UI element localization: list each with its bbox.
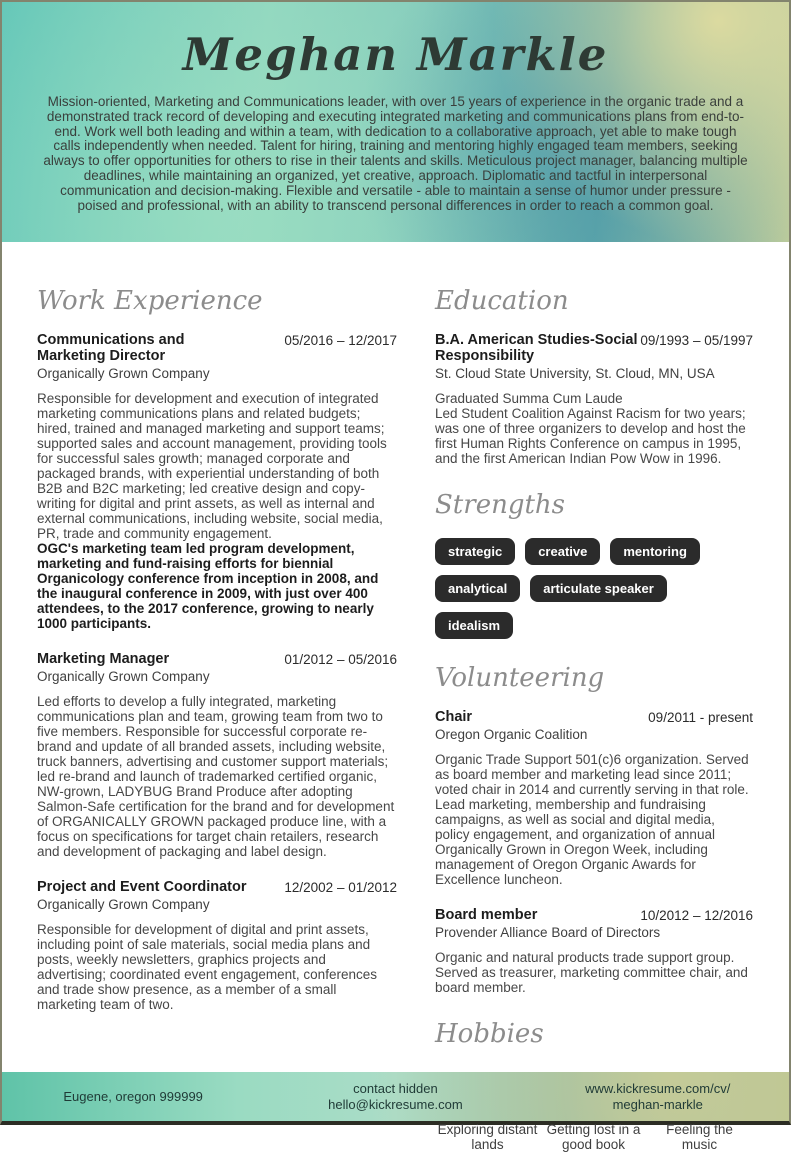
work-entry	[37, 879, 397, 1012]
hobby-label: Feeling the music	[666, 1122, 733, 1152]
left-column	[37, 286, 397, 1176]
education-description-line2: Led Student Coalition Against Racism for two years; was one of three organizers to develop and host the first Human Rights Conference on campus in 1995, and the first American Indian Pow Wow in 1996.	[435, 406, 746, 466]
person-name: Meghan Markle	[182, 28, 609, 81]
education-heading: Education	[435, 286, 569, 316]
volunteering-entry	[435, 907, 753, 995]
section-strengths	[435, 490, 753, 639]
hobby-label: Getting lost in a good book	[546, 1122, 641, 1152]
job-company: Organically Grown Company	[37, 897, 210, 912]
job-company: Organically Grown Company	[37, 366, 210, 381]
strengths-heading: Strengths	[435, 490, 565, 520]
job-description: Responsible for development and execution of integrated marketing communications plans and related budgets; hired, trained and managed marketing and support teams; supported sales and account management, providing tools for successful sales growth; managed corporate and packaged brands, with experiential understanding of both B2B and B2C marketing; led creative design and copy-writing for digital and print assets, as well as internal and external communications, including website, social media, PR, trade and community engagement.	[37, 391, 387, 541]
role-description: Organic Trade Support 501(c)6 organization. Served as board member and marketing lead since 2011; voted chair in 2014 and currently serving in that role. Lead marketing, membership and fundraising campaigns, as well as social and digital media, policy engagement, and organization of annual Organically Grown in Oregon Week, including management of Oregon Organic Awards for Excellence luncheon.	[435, 752, 749, 887]
strength-badge: mentoring	[610, 538, 700, 565]
job-title: Communications and Marketing Director	[37, 332, 185, 364]
volunteering-entry	[435, 709, 753, 887]
job-description: Responsible for development of digital and print assets, including point of sale materials, social media plans and posts, weekly newsletters, graphics projects and advertising; coordinated event engagement, conferences and trade show presence, as a member of a small marketing team of two.	[37, 922, 377, 1012]
entry-head	[435, 709, 753, 725]
footer-contact	[264, 1081, 526, 1113]
strength-badge: creative	[525, 538, 600, 565]
education-date: 09/1993 – 05/1997	[640, 333, 753, 348]
education-entry	[435, 332, 753, 466]
strength-badge: analytical	[435, 575, 520, 602]
job-company: Organically Grown Company	[37, 669, 210, 684]
school-name: St. Cloud State University, St. Cloud, MN, USA	[435, 366, 715, 381]
footer-location: Eugene, oregon 999999	[63, 1088, 203, 1104]
hobby-label: Exploring distant lands	[437, 1122, 538, 1152]
role-date: 10/2012 – 12/2016	[640, 908, 753, 923]
job-title: Marketing Manager	[37, 651, 170, 667]
strength-badge: articulate speaker	[530, 575, 667, 602]
volunteering-heading: Volunteering	[435, 663, 605, 693]
work-experience-heading: Work Experience	[37, 286, 263, 316]
entry-head	[37, 332, 397, 364]
footer-website-link-line1[interactable]: www.kickresume.com/cv/	[585, 1080, 731, 1096]
job-date: 01/2012 – 05/2016	[284, 652, 397, 667]
footer-website-link-line2[interactable]: meghan-markle	[612, 1096, 703, 1112]
job-title: Project and Event Coordinator	[37, 879, 247, 895]
entry-head	[435, 332, 753, 364]
education-description-line1: Graduated Summa Cum Laude	[435, 391, 623, 406]
right-column	[435, 286, 753, 1176]
footer-website	[527, 1081, 789, 1113]
entry-head	[37, 879, 397, 895]
organization-name: Oregon Organic Coalition	[435, 727, 588, 742]
hobbies-heading: Hobbies	[435, 1019, 544, 1049]
work-entry	[37, 332, 397, 631]
entry-head	[37, 651, 397, 667]
strength-badge: idealism	[435, 612, 513, 639]
section-education	[435, 286, 753, 466]
profile-summary: Mission-oriented, Marketing and Communications leader, with over 15 years of experience in the organic trade and a demonstrated track record of developing and executing integrated marketing and communications plans from end-to-end. Work well both leading and within a team, with dedication to a collaborative approach, yet able to make tough calls independently when needed. Talent for hiring, training and mentoring highly engaged team members, seeking always to offer opportunities for others to rise in their talents and skills. Meticulous project manager, balancing multiple deadlines, while maintaining an organized, yet creative, approach. Diplomatic and tactful in interpersonal communication and decision-making. Flexible and versatile - able to maintain a sense of humor under pressure - poised and professional, with an ability to transcend personal differences in order to reach a common goal.	[43, 94, 748, 213]
job-date: 05/2016 – 12/2017	[284, 333, 397, 348]
work-entry	[37, 651, 397, 859]
role-title: Chair	[435, 709, 473, 725]
strength-badge: strategic	[435, 538, 515, 565]
job-date: 12/2002 – 01/2012	[284, 880, 397, 895]
footer-email-link[interactable]: hello@kickresume.com	[328, 1096, 463, 1112]
section-volunteering	[435, 663, 753, 995]
degree-title: B.A. American Studies-Social Responsibility	[435, 332, 638, 364]
job-description: Led efforts to develop a fully integrated, marketing communications plan and team, growing team from two to five members. Responsible for successful corporate re-brand and update of all branded assets, including website, truck banners, advertising and customer support materials; led re-brand and launch of trademarked certified organic, NW-grown, LADYBUG Brand Produce after adopting Salmon-Safe certification for the brand and for development of ORGANICALLY GROWN packaged produce line, with a focus on specifications for target chain retailers, research and development of packaging and label design.	[37, 694, 395, 859]
role-description: Organic and natural products trade support group. Served as treasurer, marketing committee chair, and board member.	[435, 950, 748, 995]
role-date: 09/2011 - present	[648, 710, 753, 725]
footer-contact-hidden: contact hidden	[353, 1080, 438, 1096]
job-description-highlight: OGC's marketing team led program development, marketing and fund-raising efforts for biennial Organicology conference from inception in 2008, and the inaugural conference in 2009, with just over 400 attendees, to the 2017 conference, growing to nearly 1000 participants.	[37, 541, 379, 631]
entry-head	[435, 907, 753, 923]
footer	[2, 1072, 789, 1121]
organization-name: Provender Alliance Board of Directors	[435, 925, 661, 940]
body-columns	[2, 242, 789, 1176]
section-work-experience	[37, 286, 397, 1012]
role-title: Board member	[435, 907, 538, 923]
header	[2, 2, 789, 242]
education-description	[435, 391, 753, 466]
strengths-badges	[435, 536, 753, 639]
